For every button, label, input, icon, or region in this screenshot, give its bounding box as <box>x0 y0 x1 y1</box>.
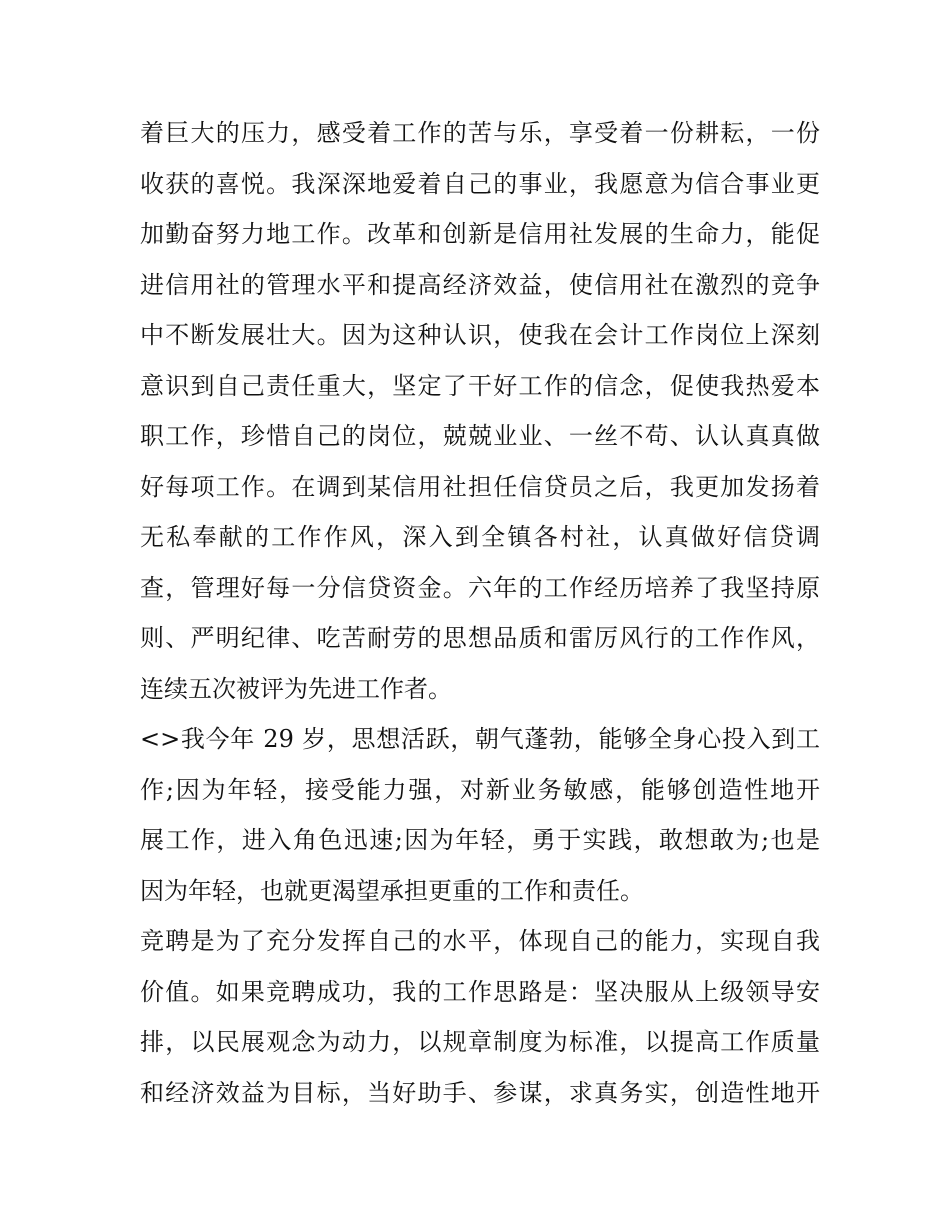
text-line-18: 价值。如果竞聘成功，我的工作思路是：坚决服从上级领导安 <box>140 977 820 1006</box>
text-line-2: 收获的喜悦。我深深地爱着自己的事业，我愿意为信合事业更 <box>140 169 820 198</box>
text-line-17: 竞聘是为了充分发挥自己的水平，体现自己的能力，实现自我 <box>140 927 820 955</box>
text-line-12: 连续五次被评为先进工作者。 <box>140 674 452 703</box>
text-line-20: 和经济效益为目标，当好助手、参谋，求真务实，创造性地开 <box>140 1078 820 1107</box>
text-line-4: 进信用社的管理水平和提高经济效益，使信用社在激烈的竞争 <box>140 270 820 299</box>
text-line-13: <>我今年 29 岁，思想活跃，朝气蓬勃，能够全身心投入到工 <box>140 725 820 753</box>
text-line-11: 则、严明纪律、吃苦耐劳的思想品质和雷厉风行的工作作风， <box>140 624 820 652</box>
text-line-6: 意识到自己责任重大，坚定了干好工作的信念，促使我热爱本 <box>140 371 820 400</box>
text-line-10: 查，管理好每一分信贷资金。六年的工作经历培养了我坚持原 <box>140 573 820 602</box>
text-line-16: 因为年轻，也就更渴望承担更重的工作和责任。 <box>140 876 644 905</box>
text-line-9: 无私奉献的工作作风，深入到全镇各村社，认真做好信贷调 <box>140 523 820 551</box>
text-line-3: 加勤奋努力地工作。改革和创新是信用社发展的生命力，能促 <box>140 220 820 248</box>
text-line-8: 好每项工作。在调到某信用社担任信贷员之后，我更加发扬着 <box>140 472 820 501</box>
text-line-7: 职工作，珍惜自己的岗位，兢兢业业、一丝不苟、认认真真做 <box>140 422 820 450</box>
text-line-5: 中不断发展壮大。因为这种认识，使我在会计工作岗位上深刻 <box>140 321 820 349</box>
text-line-1: 着巨大的压力，感受着工作的苦与乐，享受着一份耕耘，一份 <box>140 119 820 147</box>
text-line-15: 展工作，进入角色迅速;因为年轻，勇于实践，敢想敢为;也是 <box>140 826 820 854</box>
text-line-14: 作;因为年轻，接受能力强，对新业务敏感，能够创造性地开 <box>140 775 820 804</box>
text-line-19: 排，以民展观念为动力，以规章制度为标准，以提高工作质量 <box>140 1028 820 1056</box>
body-text <box>140 108 820 1118</box>
